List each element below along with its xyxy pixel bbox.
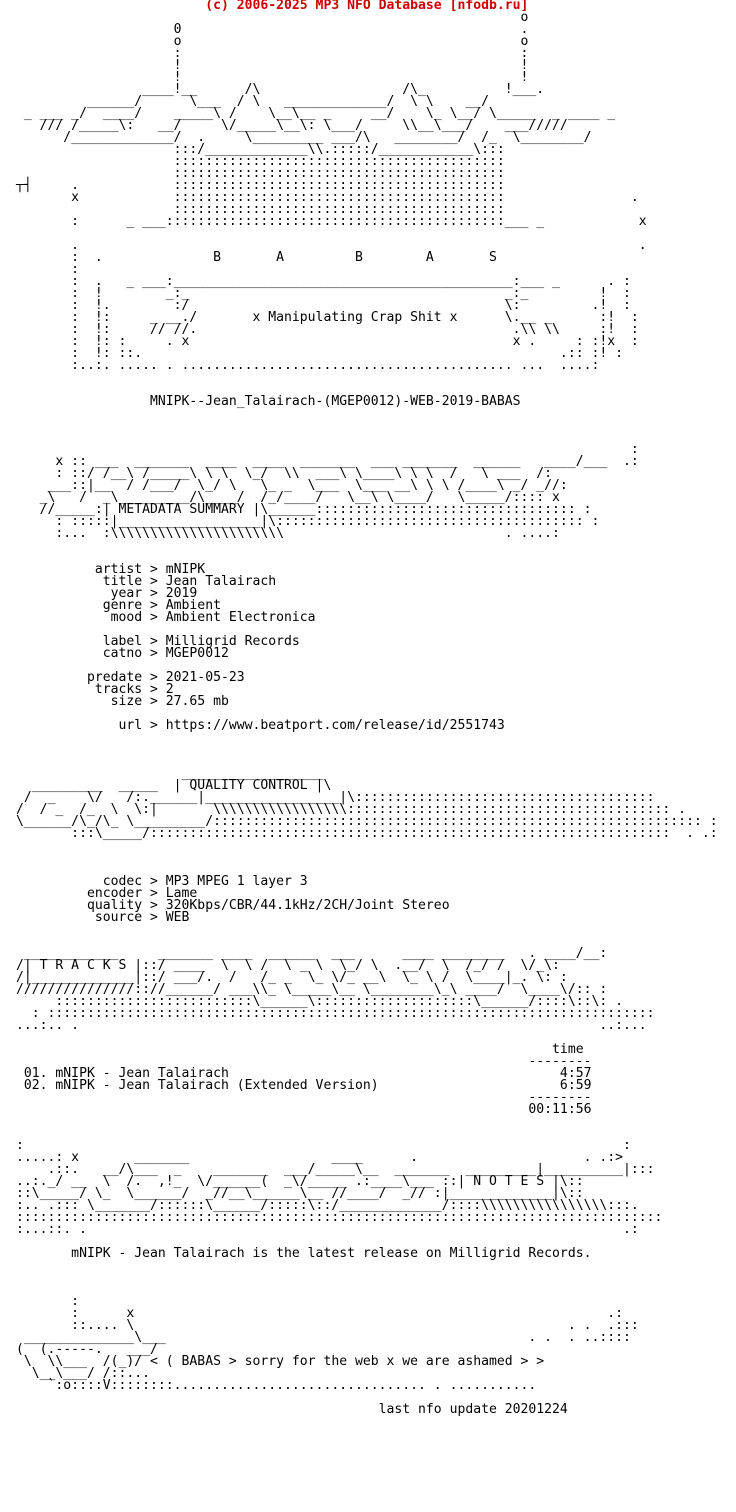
nfo-line [16,1260,736,1272]
nfo-line: time [16,1042,584,1057]
nfo-line: . . [16,238,647,253]
nfo-line: : : [16,1138,631,1153]
nfo-line: ____!__ /\ /\_ !___. [16,82,545,97]
nfo-line: MNIPK--Jean_Talairach-(MGEP0012)-WEB-2019-BABAS [16,394,521,409]
nfo-line [16,1272,736,1284]
nfo-line: x :: ___ _______ ____ ____ _______ ___ _______ ______ ____/___ .: [16,454,639,469]
nfo-line: tracks > 2 [16,682,174,697]
nfo-line: ┬┤ . :::::::::::::::::::::::::::::::::::::::::: [16,178,505,193]
nfo-line: ..:._/ __ \ /. ,!_ \/______( _\/_____ .:____\___ ::| N O T E S |\:: [16,1174,584,1189]
nfo-line: mNIPK - Jean Talairach is the latest release on Milligrid Records. [16,1246,592,1261]
nfo-line: :::::::::::::::::::::::::::::::::::::::::::::::::::::::::::::::::::::::::::::::::: [16,1210,663,1225]
nfo-line: size > 27.65 mb [16,694,229,709]
nfo-line: 02. mNIPK - Jean Talairach (Extended Version) 6:59 [16,1078,592,1093]
nfo-line: .....: x _______ ____ . . .:> [16,1150,623,1165]
nfo-line [16,840,736,852]
nfo-line: : ::::::::::::::::::::::::::::::::::::::::::::::::::::::::::::::::::::::::::::: [16,1006,655,1021]
nfo-line: ::.... \ . . .::: [16,1318,639,1333]
nfo-line: /| T R A C K S |::/ ____ \ \ / \ _ \ \_/ \ .__/ \ /_/ / \/_\: [16,958,560,973]
nfo-line: / _ \/ /:.______|_________________|\:::::::::::::::::::::::::::::::::::::: [16,790,655,805]
nfo-line: codec > MP3 MPEG 1 layer 3 [16,874,308,889]
nfo-line [16,420,736,432]
nfo-line: url > https://www.beatport.com/release/id/2551743 [16,718,505,733]
nfo-line: o o [16,34,529,49]
nfo-line: : :::::|__________________|\::::::::::::::::::::::::::::::::::::::: : [16,514,600,529]
nfo-line: :::::::::::::::::::::::::::::::::::::::::: [16,166,505,181]
nfo-line: ____________ _______ ____ ______ ___ ____ ________ . ____/__: [16,946,608,961]
nfo-line: last nfo update 20201224 [16,1402,568,1417]
nfo-line: : ! _:_ _:_ ! : [16,286,631,301]
nfo-line: : . B A B A S [16,250,497,265]
nfo-line: predate > 2021-05-23 [16,670,245,685]
nfo-line: ______/ \___ / \ _____________/ \ \ __/ [16,94,521,109]
nfo-line: :::/_____________\\.:::::/____________\::: [16,142,505,157]
nfo-line: -------- [16,1090,592,1105]
nfo-line: 00:11:56 [16,1102,592,1117]
nfo-line: : ::/ /__\ /_____\ \ \ \_/ \\ ___\ \____\ \ \ / \ ___ /: [16,466,553,481]
nfo-line [16,1284,736,1296]
nfo-line: :... :\\\\\\\\\\\\\\\\\\\\\\ . ....: [16,526,560,541]
nfo-line: :::::::::::::::::::::::::::::::::::::::::: [16,154,505,169]
nfo-line: quality > 320Kbps/CBR/44.1kHz/2CH/Joint Stereo [16,898,450,913]
nfo-line: `:o::::V::::::::................................ . ........... [16,1378,537,1393]
nfo-line [16,924,736,936]
nfo-line: 0 . [16,22,529,37]
nfo-line: :..:. ..... . .......................................... ... ....: [16,358,600,373]
nfo-line [16,744,736,756]
nfo-line: genre > Ambient [16,598,221,613]
nfo-line: : : [16,46,529,61]
nfo-line: .::. __/\___ _ _______ ___/_____\__ _______ _________|__________|::: [16,1162,655,1177]
nfo-line: : x .: [16,1306,623,1321]
nfo-line [16,1116,736,1128]
nfo-line: : !: ::. .:: :! : [16,346,623,361]
nfo-line: encoder > Lame [16,886,198,901]
nfo-line [16,540,736,552]
nfo-line: /|_____________|::/ ___/. / /_ _ \_ \/_ __\ \_ \ / \____|_. \: : [16,970,568,985]
nfo-line: __________________ [16,766,324,781]
nfo-line: : !: // //. .\\ \\ :! : [16,322,639,337]
nfo-line: /_____________/ . \_________ ___/\ ________/ /_ \________/ [16,130,592,145]
nfo-line: /// /_____\: __/ \/_____\__\: \___/ \\__\___/ ___///// [16,118,568,133]
nfo-line: ! ! [16,58,529,73]
nfo-line: mood > Ambient Electronica [16,610,316,625]
nfo-line: ///////////////:://______/ ___\\_ \_____\__ \________\_\ ____/ \____\/:: : [16,982,608,997]
nfo-line: :::\_____/:::::::::::::::::::::::::::::::::::::::::::::::::::::::::::::::::: . .: [16,826,718,841]
nfo-line: 01. mNIPK - Jean Talairach 4:57 [16,1066,592,1081]
nfo-line: _________ _____ | QUALITY CONTROL |\ [16,778,332,793]
nfo-line: ! ! [16,70,529,85]
nfo-line: title > Jean Talairach [16,574,277,589]
nfo-line: : !: : . x x . : :!x : [16,334,639,349]
nfo-line: ______________\___ . . . ..:::: [16,1330,631,1345]
nfo-line: : . _ ___:___________________________________________:___ _ . : [16,274,631,289]
nfo-line: :...::. . .: [16,1222,639,1237]
nfo-line: label > Milligrid Records [16,634,300,649]
nfo-line: : !. :/ \: .! : [16,298,631,313]
nfo-line: catno > MGEP0012 [16,646,229,661]
nfo-line: year > 2019 [16,586,198,601]
nfo-line: //_____:| METADATA SUMMARY |\______::::::::::::::::::::::::::::::::: : [16,502,592,517]
nfo-line: x :::::::::::::::::::::::::::::::::::::::::: . [16,190,639,205]
nfo-line: ___::|__ / /___/ \_/ \ \_ _ \___ \___ __\ \ \ /____\ _/ _//: [16,478,568,493]
nfo-line: \ \\___ /(_)/ < ( BABAS > sorry for the web x we are ashamed > > [16,1354,545,1369]
nfo-line: artist > mNIPK [16,562,206,577]
nfo-line: \______/\_/\_ \_________/:::::::::::::::::::::::::::::::::::::::::::::::::::::::::::::: : [16,814,718,829]
nfo-line: -------- [16,1054,592,1069]
nfo-line: :::::::::::::::::::::::::\______\::::::::::::::::::::\______/::::\::\: . [16,994,623,1009]
nfo-line: : [16,262,80,277]
nfo-credit-line: (c) 2006-2025 MP3 NFO Database [nfodb.ru] [16,0,529,13]
nfo-line: source > WEB [16,910,190,925]
nfo-line: _\ / _\_________/\____/ /_/____/ \__\ \____/ \_____/:::: x [16,490,560,505]
nfo-line: :.. .::: \_______/::::::\______/:::::\::/_____________/::::\\\\\\\\\\\\\\\\:::. [16,1198,639,1213]
nfo-line [16,372,736,384]
nfo-line: :::::::::::::::::::::::::::::::::::::::::: [16,202,505,217]
nfo-line: ::\_____/ \_ \______/ _//__\______\__ //____/ _// :|_____________|\:: [16,1186,584,1201]
nfo-line: / / _ /_ \ \:| \\\\\\\\\\\\\\\\\::::::::::::::::::::::::::::::::::::::::: . [16,802,687,817]
nfo-line: : _ ___:::::::::::::::::::::::::::::::::::::::::::___ _ x [16,214,647,229]
nfo-line: o [16,10,529,25]
nfo-line: : !: _ __./ x Manipulating Crap Shit x \.__ _ :! : [16,310,639,325]
nfo-line: \__\___/ /::... [16,1366,151,1381]
nfo-line [16,732,736,744]
nfo-line: : [16,442,639,457]
nfo-line: : [16,1294,80,1309]
nfo-line: ( (.-----. ___/ [16,1342,158,1357]
nfo-line [16,852,736,864]
nfo-line [16,408,736,420]
nfo-line: ...:.. . ..:... [16,1018,647,1033]
nfo-line: _ ___ _/ ____/ _____\ / \__\__ _ __/ \_ \__/ \_____ _ ____ _ [16,106,616,121]
